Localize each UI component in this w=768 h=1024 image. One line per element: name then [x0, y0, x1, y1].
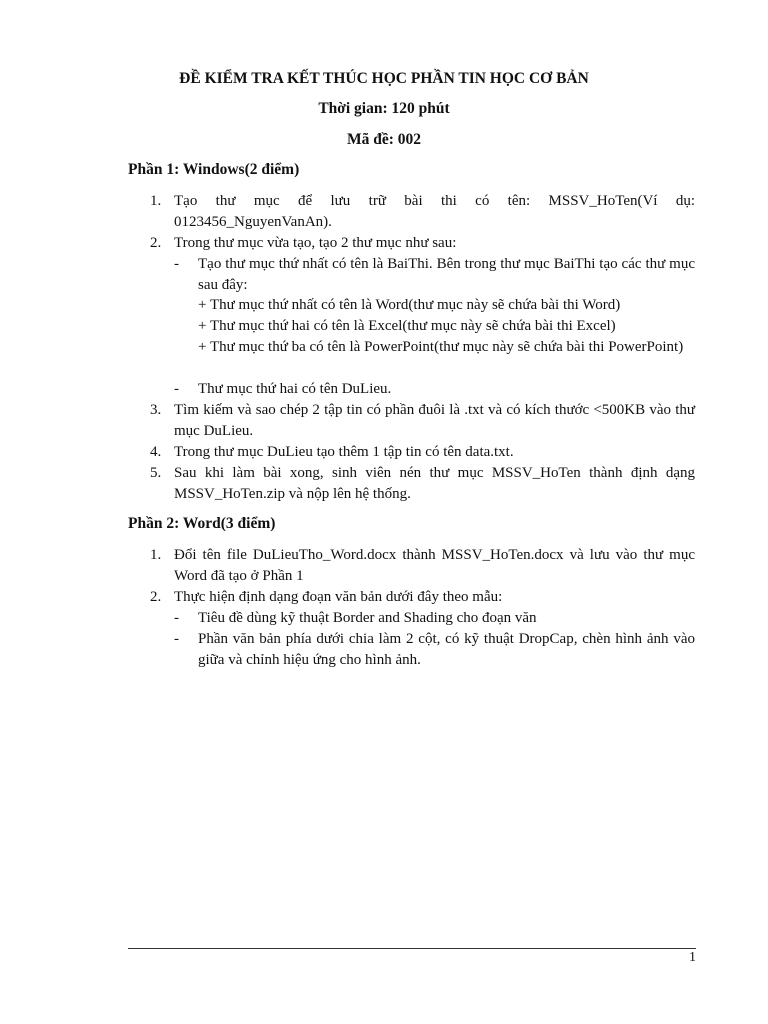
- dash-text: Tạo thư mục thứ nhất có tên là BaiThi. Bên trong thư mục BaiThi tạo các thư mục sau đây:: [198, 256, 695, 293]
- dash-item: [174, 629, 695, 671]
- sub-item: + Thư mục thứ hai có tên là Excel(thư mục này sẽ chứa bài thi Excel): [198, 318, 616, 334]
- list-item: [150, 400, 695, 442]
- part1-heading: Phần 1: Windows(2 điểm): [128, 161, 300, 178]
- list-number: 5.: [150, 465, 162, 481]
- list-number: 4.: [150, 444, 162, 460]
- list-number: 3.: [150, 402, 162, 418]
- list-item: [150, 463, 695, 505]
- dash-bullet: -: [174, 631, 179, 647]
- list-number: 2.: [150, 235, 162, 251]
- list-text: Tạo thư mục để lưu trữ bài thi có tên: MSSV_HoTen(Ví dụ: 0123456_NguyenVanAn).: [174, 193, 695, 230]
- dash-item: [174, 254, 695, 296]
- list-text: Sau khi làm bài xong, sinh viên nén thư mục MSSV_HoTen thành định dạng MSSV_HoTen.zip và nộp lên hệ thống.: [174, 465, 695, 502]
- list-text: Đổi tên file DuLieuTho_Word.docx thành MSSV_HoTen.docx và lưu vào thư mục Word đã tạo ở Phần 1: [174, 547, 695, 584]
- dash-text: Tiêu đề dùng kỹ thuật Border and Shading cho đoạn văn: [198, 610, 537, 626]
- page-number: 1: [689, 950, 696, 965]
- list-item: [150, 545, 695, 587]
- sub-item: + Thư mục thứ nhất có tên là Word(thư mục này sẽ chứa bài thi Word): [198, 297, 621, 313]
- exam-code: Mã đề: 002: [346, 131, 422, 148]
- list-text: Tìm kiếm và sao chép 2 tập tin có phần đuôi là .txt và có kích thước <500KB vào thư mục DuLieu.: [174, 402, 695, 439]
- document-title: ĐỀ KIỂM TRA KẾT THÚC HỌC PHẦN TIN HỌC CƠ BẢN: [179, 70, 589, 87]
- list-number: 1.: [150, 547, 162, 563]
- dash-bullet: -: [174, 610, 179, 626]
- dash-item: [174, 608, 695, 629]
- footer-divider: [128, 948, 696, 949]
- dash-text: Phần văn bản phía dưới chia làm 2 cột, có kỹ thuật DropCap, chèn hình ảnh vào giữa và chỉnh hiệu ứng cho hình ảnh.: [198, 631, 695, 668]
- list-text: Trong thư mục DuLieu tạo thêm 1 tập tin có tên data.txt.: [174, 444, 514, 460]
- sub-item: + Thư mục thứ ba có tên là PowerPoint(thư mục này sẽ chứa bài thi PowerPoint): [198, 339, 684, 355]
- list-number: 1.: [150, 193, 162, 209]
- dash-bullet: -: [174, 381, 179, 397]
- list-text: Trong thư mục vừa tạo, tạo 2 thư mục như sau:: [174, 235, 457, 251]
- list-item: [150, 442, 695, 463]
- list-item: [150, 233, 695, 254]
- list-item: [150, 587, 695, 608]
- list-text: Thực hiện định dạng đoạn văn bản dưới đây theo mẫu:: [174, 589, 503, 605]
- list-number: 2.: [150, 589, 162, 605]
- dash-item: [174, 379, 695, 400]
- dash-bullet: -: [174, 256, 179, 272]
- exam-time: Thời gian: 120 phút: [318, 100, 450, 117]
- dash-text: Thư mục thứ hai có tên DuLieu.: [198, 381, 392, 397]
- part2-heading: Phần 2: Word(3 điểm): [128, 515, 276, 532]
- list-item: [150, 191, 695, 233]
